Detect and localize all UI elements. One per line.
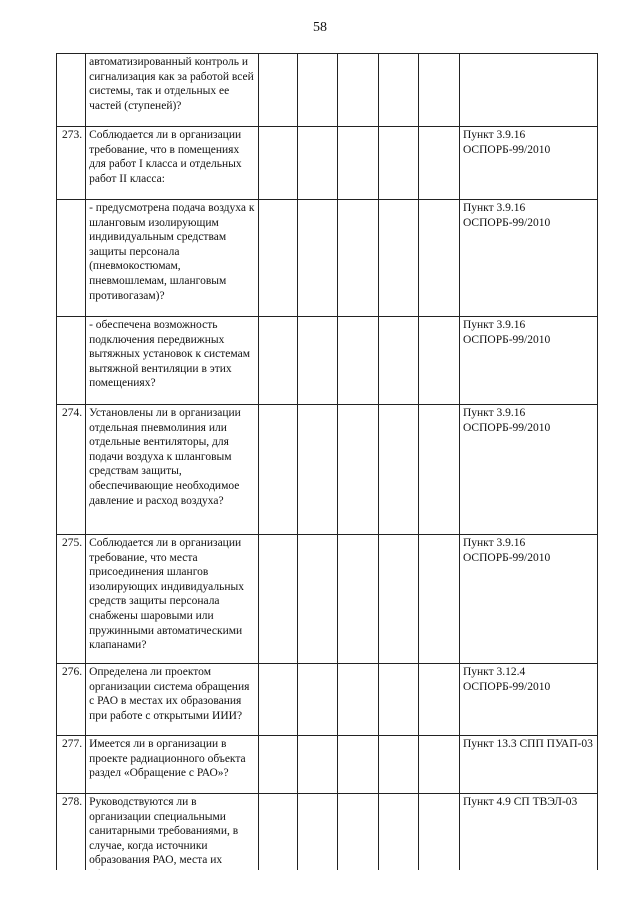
page-number: 58 [313, 20, 327, 35]
question-cell: Определена ли проектом организации система обращения с РАО в местах их образования при работе с открытыми ИИИ? [86, 664, 258, 736]
row-number: 276. [57, 664, 86, 736]
answer-cell [298, 664, 338, 736]
answer-cell [419, 535, 460, 664]
table-row [57, 736, 598, 794]
table-row [57, 664, 598, 736]
question-cell: - обеспечена возможность подключения передвижных вытяжных установок к системам вытяжной вентиляции в этих помещениях? [86, 317, 258, 405]
answer-cell [258, 736, 298, 794]
answer-cell [298, 736, 338, 794]
reference-cell [459, 54, 597, 127]
answer-cell [338, 200, 379, 317]
answer-cell [338, 736, 379, 794]
row-number: 275. [57, 535, 86, 664]
answer-cell [338, 317, 379, 405]
reference-cell: Пункт 13.3 СПП ПУАП-03 [459, 736, 597, 794]
table-row [57, 200, 598, 317]
row-number [57, 317, 86, 405]
answer-cell [379, 736, 419, 794]
row-number: 273. [57, 127, 86, 200]
answer-cell [338, 535, 379, 664]
reference-cell: Пункт 3.9.16 ОСПОРБ-99/2010 [459, 127, 597, 200]
answer-cell [419, 127, 460, 200]
answer-cell [258, 54, 298, 127]
answer-cell [258, 664, 298, 736]
row-number: 278. [57, 794, 86, 896]
answer-cell [419, 54, 460, 127]
answer-cell [298, 200, 338, 317]
answer-cell [379, 127, 419, 200]
answer-cell [379, 535, 419, 664]
reference-cell: Пункт 4.9 СП ТВЭЛ-03 [459, 794, 597, 896]
table-row [57, 535, 598, 664]
answer-cell [338, 54, 379, 127]
row-number: 277. [57, 736, 86, 794]
question-cell: автоматизированный контроль и сигнализация как за работой всей системы, так и отдельных ее частей (ступеней)? [86, 54, 258, 127]
table-row [57, 127, 598, 200]
reference-cell: Пункт 3.9.16 ОСПОРБ-99/2010 [459, 405, 597, 535]
answer-cell [379, 54, 419, 127]
page-bottom-margin [0, 870, 640, 905]
answer-cell [298, 405, 338, 535]
answer-cell [379, 317, 419, 405]
answer-cell [298, 127, 338, 200]
answer-cell [298, 54, 338, 127]
row-number [57, 54, 86, 127]
answer-cell [379, 200, 419, 317]
answer-cell [419, 405, 460, 535]
answer-cell [258, 535, 298, 664]
answer-cell [419, 317, 460, 405]
question-cell: Соблюдается ли в организации требование, что места присоединения шлангов изолирующих индивидуальных средств защиты персонала снабжены шаровыми или пружинными автоматическими клапанами? [86, 535, 258, 664]
answer-cell [298, 317, 338, 405]
row-number: 274. [57, 405, 86, 535]
reference-cell: Пункт 3.12.4 ОСПОРБ-99/2010 [459, 664, 597, 736]
reference-cell: Пункт 3.9.16 ОСПОРБ-99/2010 [459, 200, 597, 317]
answer-cell [419, 664, 460, 736]
question-cell: Имеется ли в организации в проекте радиационного объекта раздел «Обращение с РАО»? [86, 736, 258, 794]
question-cell: Руководствуются ли в организации специальными санитарными требованиями, в случае, когда источники образования РАО, места их [86, 794, 258, 896]
answer-cell [338, 405, 379, 535]
question-cell: Установлены ли в организации отдельная пневмолиния или отдельные вентиляторы, для подачи воздуха к шланговым средствам защиты, обеспечивающие необходимое давление и расход воздуха? [86, 405, 258, 535]
answer-cell [379, 405, 419, 535]
row-number [57, 200, 86, 317]
answer-cell [338, 127, 379, 200]
answer-cell [258, 405, 298, 535]
question-cell: - предусмотрена подача воздуха к шланговым изолирующим индивидуальным средствам защиты персонала (пневмокостюмам, пневмошлемам, шланговым противогазам)? [86, 200, 258, 317]
table-row [57, 405, 598, 535]
answer-cell [379, 664, 419, 736]
reference-cell: Пункт 3.9.16 ОСПОРБ-99/2010 [459, 317, 597, 405]
answer-cell [258, 127, 298, 200]
table-row [57, 317, 598, 405]
answer-cell [338, 664, 379, 736]
answer-cell [298, 535, 338, 664]
answer-cell [419, 200, 460, 317]
answer-cell [258, 317, 298, 405]
question-cell: Соблюдается ли в организации требование, что в помещениях для работ I класса и отдельных работ II класса: [86, 127, 258, 200]
table-row [57, 54, 598, 127]
checklist-table [56, 53, 598, 896]
reference-cell: Пункт 3.9.16 ОСПОРБ-99/2010 [459, 535, 597, 664]
answer-cell [419, 736, 460, 794]
answer-cell [258, 200, 298, 317]
